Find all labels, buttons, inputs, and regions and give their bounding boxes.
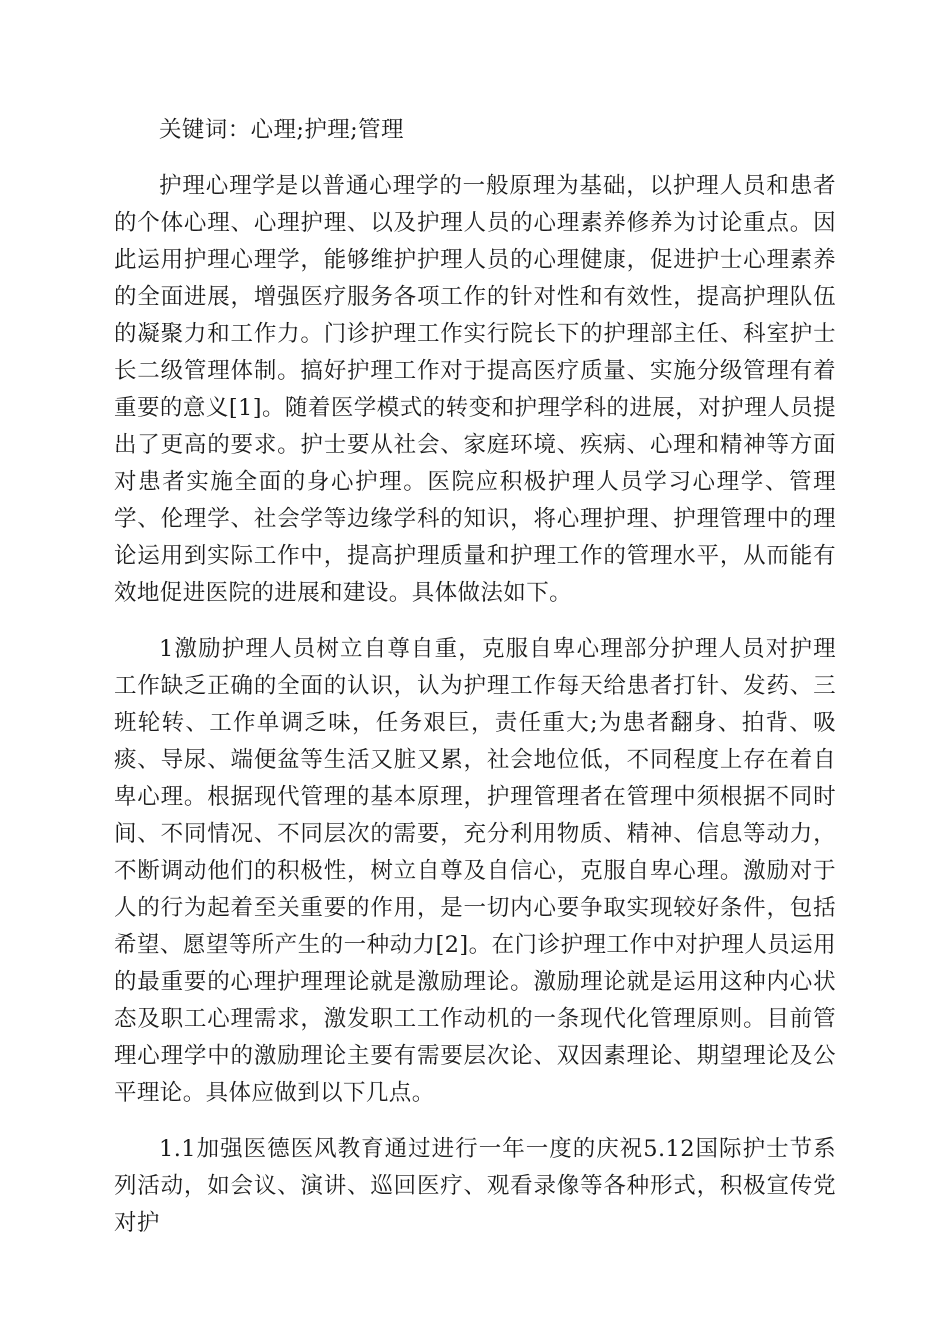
paragraph-section-1: 1激励护理人员树立自尊自重，克服自卑心理部分护理人员对护理工作缺乏正确的全面的认识，认为护理工作每天给患者打针、发药、三班轮转、工作单调乏味，任务艰巨，责任重大;为患者翻身、拍背、吸痰、导尿、端便盆等生活又脏又累，社会地位低，不同程度上存在着自卑心理。根据现代管理的基本原理，护理管理者在管理中须根据不同时间、不同情况、不同层次的需要，充分利用物质、精神、信息等动力，不断调动他们的积极性，树立自尊及自信心，克服自卑心理。激励对于人的行为起着至关重要的作用，是一切内心要争取实现较好条件，包括希望、愿望等所产生的一种动力[2]。在门诊护理工作中对护理人员运用的最重要的心理护理理论就是激励理论。激励理论就是运用这种内心状态及职工心理需求，激发职工工作动机的一条现代化管理原则。目前管理心理学中的激励理论主要有需要层次论、双因素理论、期望理论及公平理论。具体应做到以下几点。 xyxy=(114,636,836,1106)
document-body xyxy=(114,112,836,1242)
paragraph-section-1-1: 1.1加强医德医风教育通过进行一年一度的庆祝5.12国际护士节系列活动，如会议、演讲、巡回医疗、观看录像等各种形式，积极宣传党对护 xyxy=(114,1136,836,1236)
paragraph-intro: 护理心理学是以普通心理学的一般原理为基础，以护理人员和患者的个体心理、心理护理、以及护理人员的心理素养修养为讨论重点。因此运用护理心理学，能够维护护理人员的心理健康，促进护士心理素养的全面进展，增强医疗服务各项工作的针对性和有效性，提高护理队伍的凝聚力和工作力。门诊护理工作实行院长下的护理部主任、科室护士长二级管理体制。搞好护理工作对于提高医疗质量、实施分级管理有着重要的意义[1]。随着医学模式的转变和护理学科的进展，对护理人员提出了更高的要求。护士要从社会、家庭环境、疾病、心理和精神等方面对患者实施全面的身心护理。医院应积极护理人员学习心理学、管理学、伦理学、社会学等边缘学科的知识，将心理护理、护理管理中的理论运用到实际工作中，提高护理质量和护理工作的管理水平，从而能有效地促进医院的进展和建设。具体做法如下。 xyxy=(114,173,836,606)
keywords-line: 关键词：心理;护理;管理 xyxy=(159,117,404,143)
